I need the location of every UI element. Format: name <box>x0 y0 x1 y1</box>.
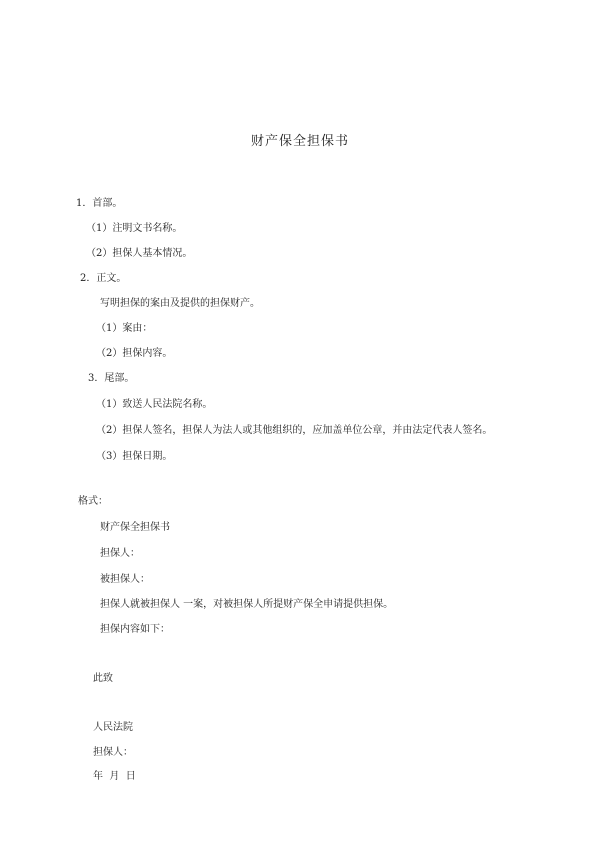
format-content-intro: 担保内容如下： <box>100 624 170 635</box>
section-tail-item: （2）担保人签名，担保人为法人或其他组织的，应加盖单位公章，并由法定代表人签名。 <box>96 425 493 436</box>
format-guaranteed: 被担保人： <box>100 574 150 585</box>
section-tail-item: （3）担保日期。 <box>96 451 173 462</box>
format-closing: 此致 <box>93 673 113 684</box>
format-label: 格式： <box>78 496 108 507</box>
format-statement: 担保人就被担保人 一案，对被担保人所提财产保全申请提供担保。 <box>100 599 394 610</box>
section-tail-item: （1）致送人民法院名称。 <box>96 399 213 410</box>
format-date: 年 月 日 <box>93 771 136 782</box>
section-head-item: （2）担保人基本情况。 <box>86 248 193 259</box>
section-body-intro: 写明担保的案由及提供的担保财产。 <box>100 298 260 309</box>
format-court: 人民法院 <box>93 722 133 733</box>
document-title: 财产保全担保书 <box>250 134 349 149</box>
section-body-item: （2）担保内容。 <box>96 348 173 359</box>
section-head-heading: 1．首部。 <box>76 198 123 209</box>
section-body-item: （1）案由： <box>96 323 153 334</box>
format-signature: 担保人： <box>93 747 133 758</box>
section-tail-heading: 3．尾部。 <box>88 373 135 384</box>
format-guarantor: 担保人： <box>100 548 140 559</box>
section-head-item: （1）注明文书名称。 <box>86 223 183 234</box>
format-doc-title: 财产保全担保书 <box>100 522 170 533</box>
section-body-heading: 2．正文。 <box>80 273 127 284</box>
